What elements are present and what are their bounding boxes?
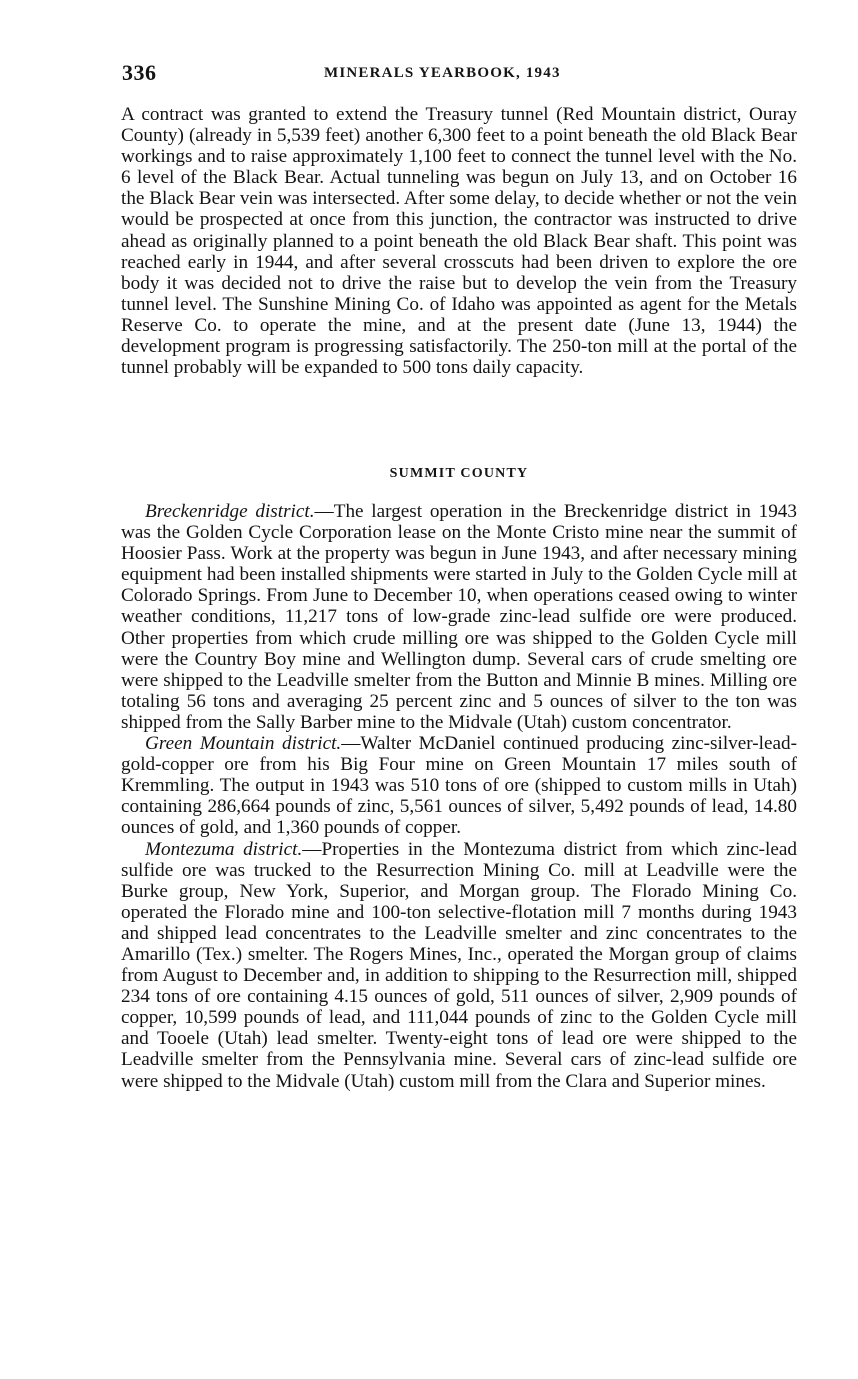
paragraph-breckenridge	[121, 501, 797, 733]
page-number: 336	[122, 60, 157, 85]
district-text: —The largest operation in the Breckenridge district in 1943 was the Golden Cycle Corporation lease on the Monte Cristo mine near the summit of Hoosier Pass. Work at the property was begun in June 1943, and after necessary mining equipment had been installed shipments were started in July to the Golden Cycle mill at Colorado Springs. From June to December 10, when operations ceased owing to winter weather conditions, 11,217 tons of low-grade zinc-lead sulfide ore were produced. Other properties from which crude milling ore was shipped to the Golden Cycle mill were the Country Boy mine and Wellington dump. Several cars of crude smelting ore were shipped to the Leadville smelter from the Button and Minnie B mines. Milling ore totaling 56 tons and averaging 25 percent zinc and 5 ounces of silver to the ton was shipped from the Sally Barber mine to the Midvale (Utah) custom concentrator.	[121, 501, 797, 733]
page-header	[122, 60, 622, 90]
district-text: —Properties in the Montezuma district from which zinc-lead sulfide ore was trucked to the Resurrection Mining Co. mill at Leadville were the Burke group, New York, Superior, and Morgan group. The Florado Mining Co. operated the Florado mine and 100-ton selective-flotation mill 7 months during 1943 and shipped lead concentrates to the Leadville smelter and zinc concentrates to the Amarillo (Tex.) smelter. The Rogers Mines, Inc., operated the Morgan group of claims from August to December and, in addition to shipping to the Resurrection mill, shipped 234 tons of ore containing 4.15 ounces of gold, 511 ounces of silver, 2,909 pounds of copper, 10,599 pounds of lead, and 111,044 pounds of zinc to the Golden Cycle mill and Tooele (Utah) lead smelter. Twenty-eight tons of lead ore were shipped to the Leadville smelter from the Pennsylvania mine. Several cars of zinc-lead sulfide ore were shipped to the Midvale (Utah) custom mill from the Clara and Superior mines.	[121, 838, 797, 1092]
district-name: Montezuma district.	[145, 838, 303, 860]
district-name: Green Mountain district.	[145, 733, 342, 755]
section-heading: SUMMIT COUNTY	[389, 466, 529, 481]
district-name: Breckenridge district.	[145, 501, 315, 522]
paragraph-treasury-tunnel: A contract was granted to extend the Treasury tunnel (Red Mountain district, Ouray County) (already in 5,539 feet) another 6,300 feet to a point beneath the old Black Bear workings and to raise approximately 1,100 feet to connect the tunnel level with the No. 6 level of the Black Bear. Actual tunneling was begun on July 13, and on October 16 the Black Bear vein was intersected. After some delay, to decide whether or not the vein would be prospected at once from this junction, the contractor was instructed to drive ahead as originally planned to a point beneath the old Black Bear shaft. This point was reached early in 1944, and after several crosscuts had been driven to explore the ore body it was decided not to drive the raise but to develop the vein from the Treasury tunnel level. The Sunshine Mining Co. of Idaho was appointed as agent for the Metals Reserve Co. to operate the mine, and at the present date (June 13, 1944) the development program is progressing satisfactorily. The 250-ton mill at the portal of the tunnel probably will be expanded to 500 tons daily capacity.	[121, 104, 797, 379]
running-title: MINERALS YEARBOOK, 1943	[324, 65, 561, 81]
district-text: —Walter McDaniel continued producing zinc-silver-lead-gold-copper ore from his Big Four mine on Green Mountain 17 miles south of Kremmling. The output in 1943 was 510 tons of ore (shipped to custom mills in Utah) containing 286,664 pounds of zinc, 5,561 ounces of silver, 5,492 pounds of lead, 14.80 ounces of gold, and 1,360 pounds of copper.	[121, 733, 797, 839]
paragraph-green-mountain	[121, 733, 797, 838]
paragraph-montezuma	[121, 839, 797, 1092]
opening-section	[121, 104, 797, 378]
summit-county-section	[121, 501, 797, 1092]
